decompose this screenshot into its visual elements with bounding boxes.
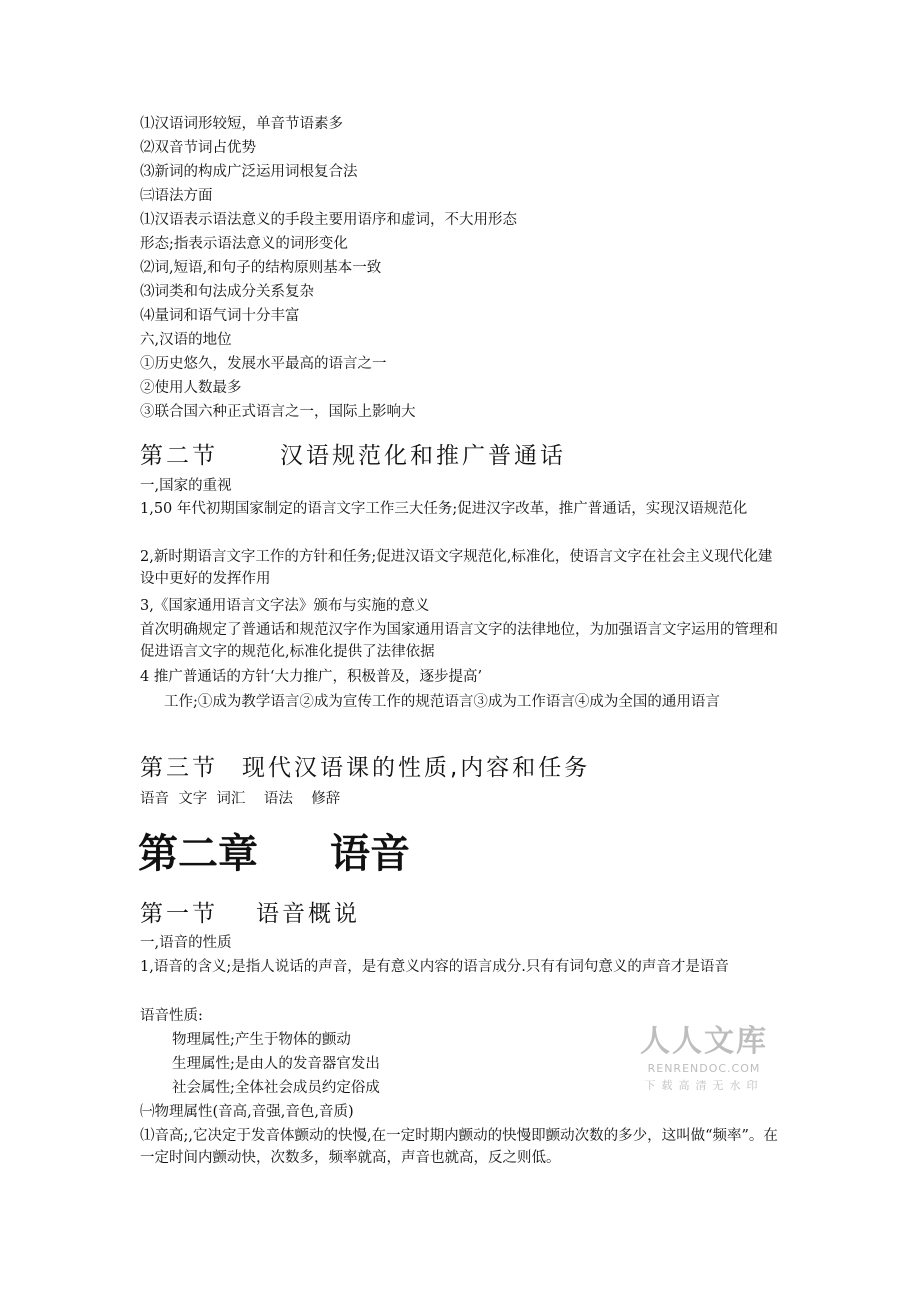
paragraph: 1,语音的含义;是指人说话的声音，是有意义内容的语言成分.只有有词句意义的声音才是语音 [140,959,729,975]
chapter-number: 第二章 [138,831,258,877]
text-line: ⑷量词和语气词十分丰富 [140,308,300,324]
text-line: ㈢语法方面 [140,188,213,204]
text-line: ⑴汉语表示语法意义的手段主要用语序和虚词，不大用形态 [140,212,517,228]
chapter-heading [138,822,410,879]
text-line: 形态;指表示语法意义的词形变化 [140,236,348,252]
text-line: 一,语音的性质 [140,935,232,951]
text-line: 3,《国家通用语言文字法》颁布与实施的意义 [140,598,430,614]
paragraph: 工作;①成为教学语言②成为宣传工作的规范语言③成为工作语言④成为全国的通用语言 [164,694,720,710]
section-heading-2 [140,437,566,470]
watermark-tagline: 下载高清无水印 [644,1079,764,1092]
text-line: ②使用人数最多 [140,380,242,396]
text-line: ⑵双音节词占优势 [140,140,256,156]
section-title: 现代汉语课的性质,内容和任务 [242,755,591,781]
paragraph: 首次明确规定了普通话和规范汉字作为国家通用语言文字的法律地位，为加强语言文字运用的管理和促进语言文字的规范化,标准化提供了法律依据 [140,622,778,660]
text-line: 4 推广普通话的方针‘大力推广，积极普及，逐步提高’ [140,669,483,685]
text-line: 六,汉语的地位 [140,332,232,348]
text-line: 物理属性;产生于物体的颤动 [172,1032,351,1048]
text-line: 语音性质: [140,1008,203,1024]
section-title: 汉语规范化和推广普通话 [280,443,566,469]
paragraph: 2,新时期语言文字工作的方针和任务;促进汉语文字规范化,标准化，使语言文字在社会主义现代化建设中更好的发挥作用 [140,549,773,587]
section-number: 第一节 [140,901,218,927]
text-line: ①历史悠久，发展水平最高的语言之一 [140,356,387,372]
text-line: 一,国家的重视 [140,478,232,494]
chapter-title: 语音 [330,831,410,877]
topic-list: 语音 文字 词汇 语法 修辞 [140,791,341,807]
text-line: 社会属性;全体社会成员约定俗成 [172,1080,380,1096]
text-line: ③联合国六种正式语言之一，国际上影响大 [140,404,416,420]
watermark-domain: RENRENDOC.COM [647,1062,761,1075]
paragraph: ⑴音高;,它决定于发音体颤动的快慢,在一定时期内颤动的快慢即颤动次数的多少，这叫做“频率”。在一定时间内颤动快，次数多，频率就高，声音也就高，反之则低。 [140,1128,778,1166]
text-line: ㈠物理属性(音高,音强,音色,音质) [140,1104,354,1120]
paragraph: 1,50 年代初期国家制定的语言文字工作三大任务;促进汉字改革，推广普通话，实现汉语规范化 [140,501,748,517]
watermark-title: 人人文库 [640,1024,768,1059]
text-line: ⑶新词的构成广泛运用词根复合法 [140,164,358,180]
section-heading-3 [140,749,590,782]
section-number: 第二节 [140,443,218,469]
text-line: ⑵词,短语,和句子的结构原则基本一致 [140,260,382,276]
section-heading-1 [140,895,360,928]
section-number: 第三节 [140,755,218,781]
text-line: ⑶词类和句法成分关系复杂 [140,284,314,300]
text-line: ⑴汉语词形较短，单音节语素多 [140,116,343,132]
section-title: 语音概说 [256,901,360,927]
watermark-logo [640,1016,768,1093]
text-line: 生理属性;是由人的发音器官发出 [172,1056,380,1072]
